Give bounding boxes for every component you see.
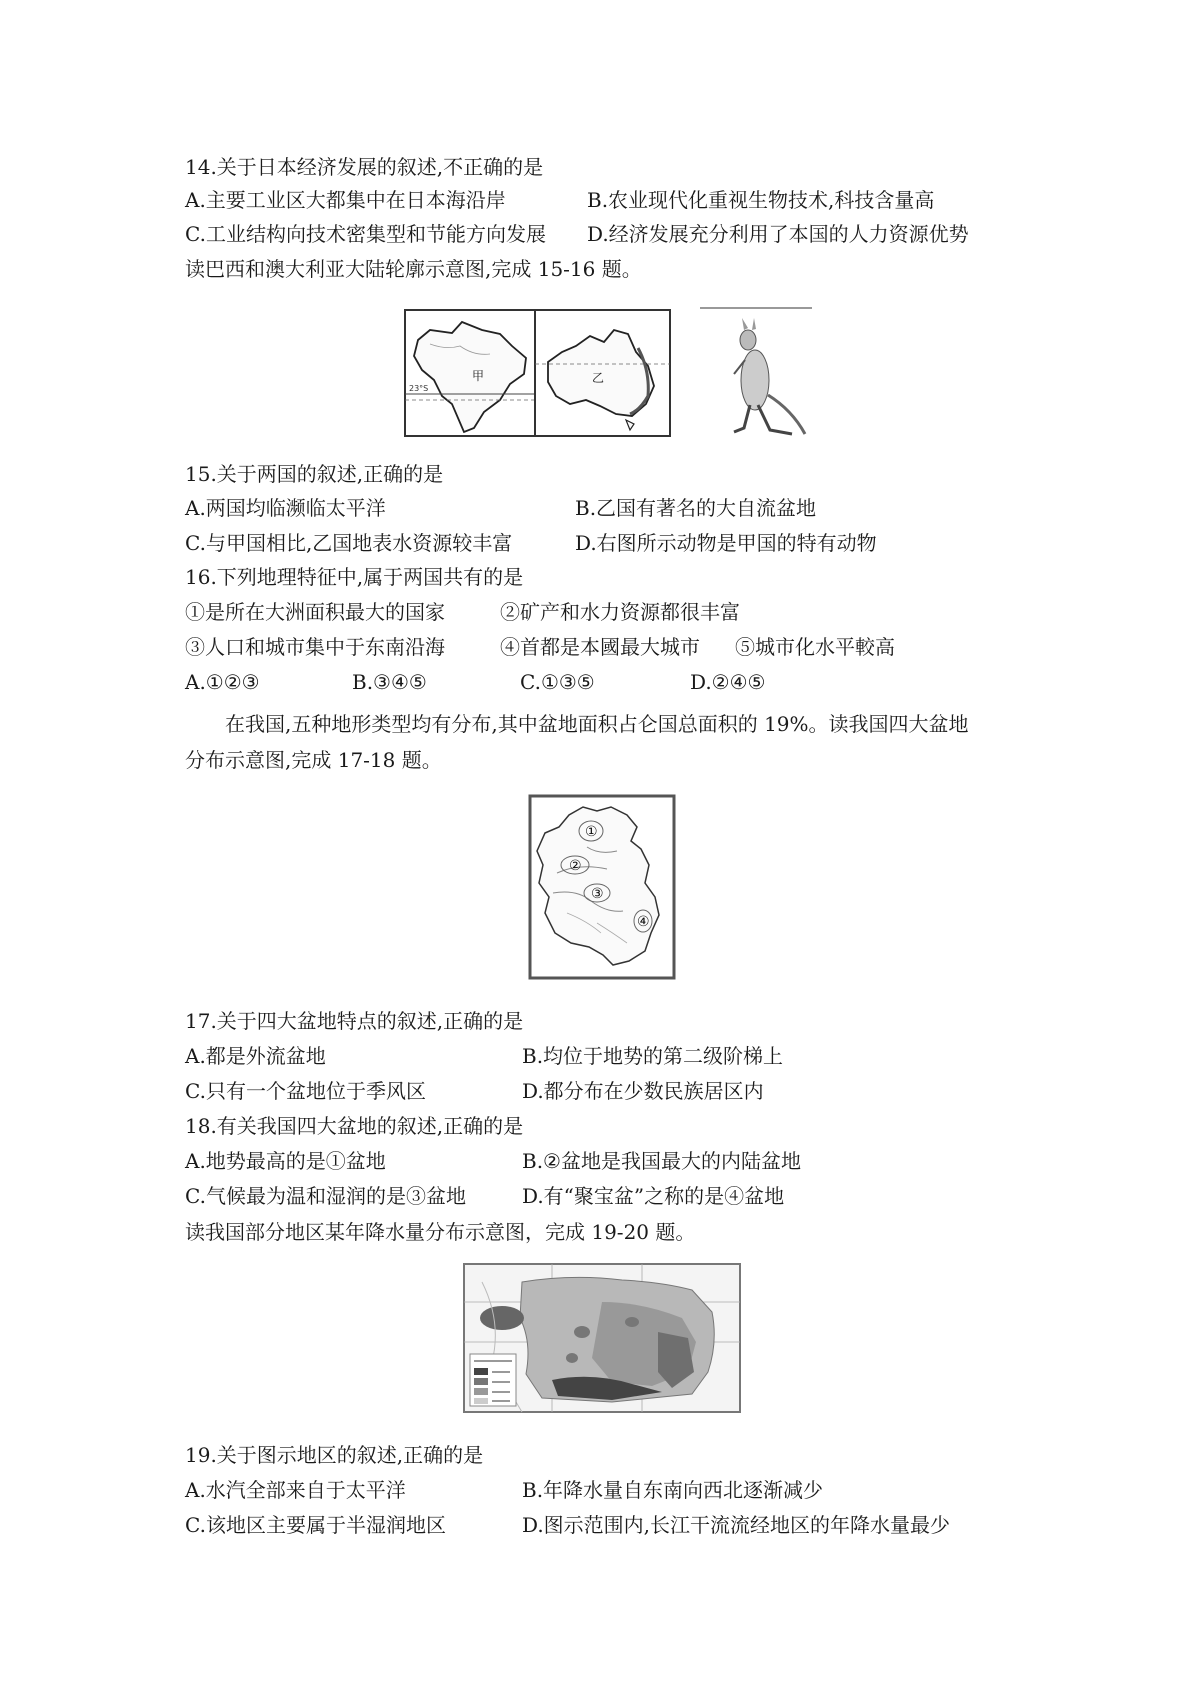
question-19-option-d: D.图示范围内,长江干流流经地区的年降水量最少 xyxy=(522,1513,951,1537)
precipitation-map xyxy=(462,1262,742,1414)
question-19-option-b: B.年降水量自东南向西北逐渐减少 xyxy=(522,1478,824,1502)
question-18-option-d: D.有“聚宝盆”之称的是④盆地 xyxy=(522,1184,785,1208)
question-16-option-c: C.①③⑤ xyxy=(520,670,595,694)
question-16-option-a: A.①②③ xyxy=(185,670,260,694)
question-18-option-a: A.地势最高的是①盆地 xyxy=(185,1149,386,1173)
marker-4: ④ xyxy=(637,914,650,930)
question-14-stem: 14.关于日本经济发展的叙述,不正确的是 xyxy=(185,155,544,179)
question-16-item-2: ②矿产和水力资源都很丰富 xyxy=(500,600,740,624)
question-16-option-d: D.②④⑤ xyxy=(690,670,766,694)
question-14-option-c: C.工业结构向技术密集型和节能方向发展 xyxy=(185,222,546,246)
china-basins-map xyxy=(527,793,677,981)
question-17-option-a: A.都是外流盆地 xyxy=(185,1044,326,1068)
question-16-item-3: ③人口和城市集中于东南沿海 xyxy=(185,635,445,659)
kangaroo-icon xyxy=(734,318,805,434)
latitude-label: 23°S xyxy=(409,384,429,393)
question-18-stem: 18.有关我国四大盆地的叙述,正确的是 xyxy=(185,1114,524,1138)
marker-2: ② xyxy=(569,858,582,874)
question-15-option-a: A.两国均临濒临太平洋 xyxy=(185,496,386,520)
question-14-option-a: A.主要工业区大都集中在日本海沿岸 xyxy=(185,188,506,212)
question-15-option-d: D.右图所示动物是甲国的特有动物 xyxy=(575,531,877,555)
question-14-option-d: D.经济发展充分利用了本国的人力资源优势 xyxy=(587,222,969,246)
question-16-item-1: ①是所在大洲面积最大的国家 xyxy=(185,600,445,624)
question-19-stem: 19.关于图示地区的叙述,正确的是 xyxy=(185,1443,484,1467)
intro-19-20: 读我国部分地区某年降水量分布示意图，完成 19-20 题。 xyxy=(185,1220,696,1244)
question-16-option-b: B.③④⑤ xyxy=(352,670,427,694)
question-15-option-c: C.与甲国相比,乙国地表水资源较丰富 xyxy=(185,531,513,555)
question-17-option-d: D.都分布在少数民族居区内 xyxy=(522,1079,764,1103)
question-15-stem: 15.关于两国的叙述,正确的是 xyxy=(185,462,444,486)
question-15-option-b: B.乙国有著名的大自流盆地 xyxy=(575,496,817,520)
intro-17-18-line2: 分布示意图,完成 17-18 题。 xyxy=(185,748,442,772)
question-17-option-b: B.均位于地势的第二级阶梯上 xyxy=(522,1044,784,1068)
question-17-stem: 17.关于四大盆地特点的叙述,正确的是 xyxy=(185,1009,524,1033)
label-yi: 乙 xyxy=(592,371,605,385)
marker-3: ③ xyxy=(591,886,604,902)
brazil-australia-outline-figure xyxy=(400,300,820,440)
question-14-option-b: B.农业现代化重视生物技术,科技含量高 xyxy=(587,188,935,212)
question-19-option-a: A.水汽全部来自于太平洋 xyxy=(185,1478,406,1502)
question-17-option-c: C.只有一个盆地位于季风区 xyxy=(185,1079,426,1103)
question-18-option-b: B.②盆地是我国最大的内陆盆地 xyxy=(522,1149,801,1173)
marker-1: ① xyxy=(585,824,598,840)
intro-17-18-line1: 在我国,五种地形类型均有分布,其中盆地面积占仑国总面积的 19%。读我国四大盆地 xyxy=(225,712,969,736)
question-16-item-5: ⑤城市化水平較高 xyxy=(735,635,895,659)
question-16-stem: 16.下列地理特征中,属于两国共有的是 xyxy=(185,565,524,589)
label-jia: 甲 xyxy=(472,369,485,383)
question-16-item-4: ④首都是本國最大城市 xyxy=(500,635,700,659)
question-18-option-c: C.气候最为温和湿润的是③盆地 xyxy=(185,1184,466,1208)
intro-15-16: 读巴西和澳大利亚大陆轮廓示意图,完成 15-16 题。 xyxy=(185,257,642,281)
question-19-option-c: C.该地区主要属于半湿润地区 xyxy=(185,1513,446,1537)
